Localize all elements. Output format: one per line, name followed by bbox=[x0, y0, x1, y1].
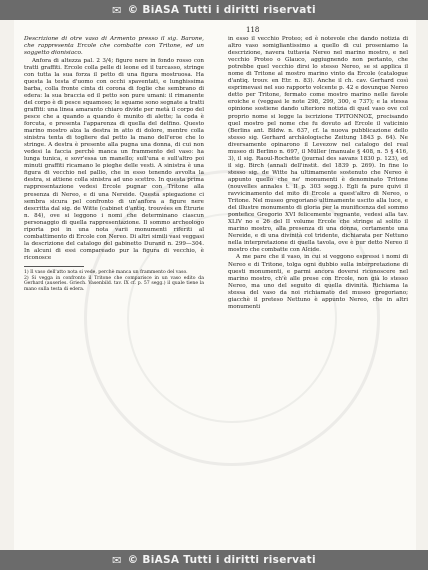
left-column bbox=[24, 36, 204, 292]
page-number: 118 bbox=[246, 26, 260, 34]
bottom-copyright-banner bbox=[0, 550, 428, 570]
right-paragraph-1: in esso il vecchio Proteo; ed è notevole che dando notizia di altro vaso somigliantissimo a quello di cui proseniamo la descrizione, navera tuttavia Nereo nel marino mostro, e nel vecchio Proteo o Glauco, aggiugnendo non pertanto, che potrebbe quel vecchio dirsi lo stesso Nereo, se si applica il nome di Tritone al mostro marino vinto da Ercole (catalogue d'antiq. trouv. en Etr. n. 83). Anche il ch. cav. Gerhard così esprimevasi nel suo rapporto volcente p. 42 e dovunque Nereo detto per Tritone, fermato come mostro marino nelle favole eroiche e (veggasi le note 298, 299, 300, e 737); e la stessa opinione sostiene dando ulteriore notizia di quel vaso ove col proprio nome si legge la iscrizione ΤΡΙΤΟΝΝΟΣ, precisando quel mostro pel nome che fu dovuto ad Ercole il vaticinio (Berlins ant. Bildw. n. 637, cf. la nuova pubblicazione dello stesso sig. Gerhard archäologische Zeitung 1843 p. 64). Ne diversamente opinarono il Levezow nel catalogo del real museo di Berlino n. 697, il Müller (manuale § 408, n. 5 § 416, 3), il sig. Raoul-Rochette (journal des savans 1830 p. 123), ed il sig. Birch (annali dell'instit. del 1839 p. 269). In fine lo stesso sig. de Witte ha ultimamente sostenuto che Nereo è appunto quello che ne' monumenti è denominato Tritone (nouvelles annales t. II p. 303 segg.). Egli fa pure quivi il ravvicinamento del mito di Ercole a quest'altro di Nereo, o Tritone. Nel museo gregoriano ultimamente uscito alla luce, e del illustre monumento di gloria per la munificenza del sommo pontefice Gregorio XVI felicemente regnante, vedesi alla tav. XLIV no e 26 del II volume Ercole che stringe al solito il marino mostro, alla presenza di una donna, certamente una Nereide, e di una divinità col tridente, dichiarata per Nettuno nella interpretazione di quella tavola, ove è pur detto Nereo il mostro che combatte con Alcide. bbox=[228, 36, 408, 254]
bottom-banner-text: © BiASA Tutti i diritti riservati bbox=[127, 554, 316, 566]
left-paragraph: Anfora di altezza pal. 2 3/4; figure nere in fondo rosso con tratti graffiti. Ercole colla pelle di leone ed il turcasso, stringe con tutta la sua forza il petto di una figura mostruosa. Ha questa la testa d'uomo con occhi spaventati, e lunghissima barba, colla fronte cinta di corona di foglie che sembrano di edera: la sua braccia ed il petto son pure umani: il rimanente del corpo è di pesce squamoso; le squame sono segnate a tratti graffiti: una linea amaranto chiaro divide per metà il corpo del pesce che a quando a quando è munito di alette; la coda è forcuta, e presenta l'apparenza di quella del delfino. Questo marino mostro alza la destra in atto di dolore, mentre colla sinistra tenta di togliere dal petto la mano dell'eroe che lo stringe. A destra è presente alla pugna una donna, di cui non vedesi la faccia perchè manca un frammento del vaso: ha lunga tunica, e sovr'essa un manello; sull'una e sull'altro poi minuti graffiti ricamano le pieghe delle vesti. A sinistra è una figura di vecchio nel pallio, che in esso tenendo avvolta la destra, si attiene colla sinistra ad uno scettro. In questa prima rappresentazione vedesi Ercole pugnar con Tritone alla presenza di Nereo, e di una Nereide. Questa spiegazione ci sembra sicura pel confronto di un'anfora a figure nere descritta dal sig. de Witte (cabinet d'antiq. trouvées en Étrurie n. 84), ove si leggono i nomi che determinano ciascun personaggio di quella rappresentazione. Il sommo archeologo riporta poi in una nota varii monumenti riferiti al combattimento di Ercole con Nereo. Di altri simili vasi veggasi la descrizione del catalogo del gabinetto Durand n. 299—304. In alcuni di essi compareado pur la figura di vecchio, è riconosce bbox=[24, 57, 204, 261]
footnotes bbox=[24, 270, 204, 292]
article-heading: Descrizione di otre vaso di Armento presso il sig. Barone, che rappresenta Ercole che combatte con Tritone, ed un soggetto dionisiaco. bbox=[24, 36, 204, 57]
right-column bbox=[228, 36, 408, 311]
footnote-divider bbox=[24, 266, 84, 267]
scroll-icon: ✉ bbox=[112, 553, 122, 567]
right-paragraph-2: A me pare che il vaso, in cui si veggono espressi i nomi di Nereo e di Tritone, tolga ogni dubbio sulla interpretazione di questi monumenti, e parmi ancora doversi riconoscere nel marino mostro, ch'è alle prese con Ercole, non già lo stesso Nereo, ma uno del seguito di quella divinità. Richiama la stessa del vaso da noi richiamato del museo gregoriano; giacchè il preteso Nettuno è appunto Nereo, che in altri monumenti bbox=[228, 254, 408, 310]
footnote-2: 2) Si vegga in confronto il Tritone che comparisce in un vaso edito da Gerhard (auserles. Griech. Vasenbild. tav. IX cf. p. 57 segg.) il quale tiene la mano sulla testa di edera. bbox=[24, 275, 204, 292]
top-banner-text: © BiASA Tutti i diritti riservati bbox=[127, 4, 316, 16]
top-copyright-banner bbox=[0, 0, 428, 20]
scroll-icon: ✉ bbox=[112, 3, 122, 17]
footnote-1: 1) Il vaso dell'atto nota si vede, perchè manca un frammento del vaso. bbox=[24, 269, 188, 275]
document-page bbox=[14, 20, 416, 550]
